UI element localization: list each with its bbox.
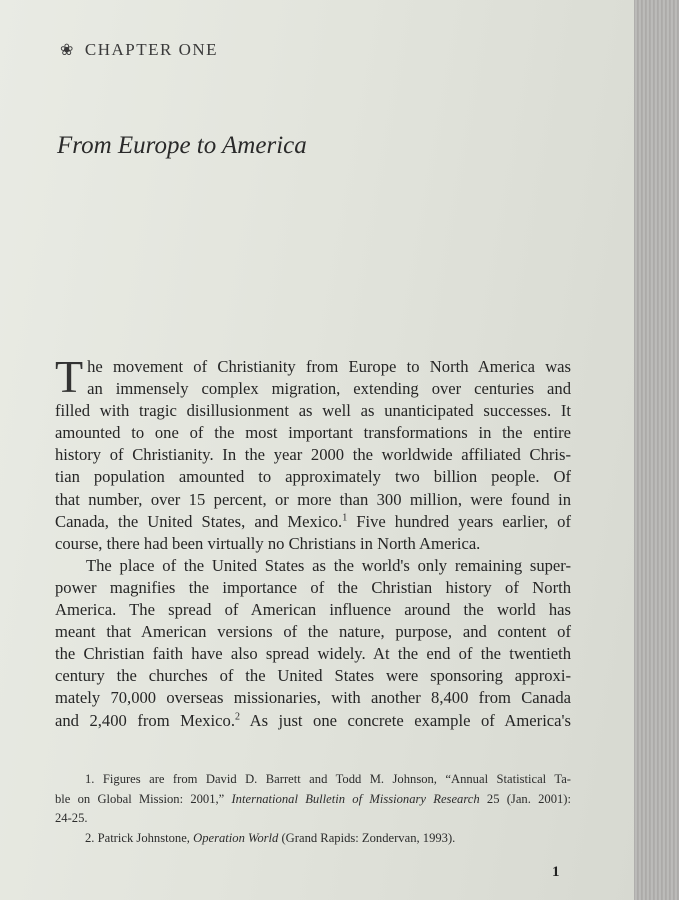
body-line [55, 511, 571, 533]
body-text-fragment: Canada, the United States, and Mexico. [55, 511, 343, 531]
footnote-text: (Grand Rapids: Zondervan, 1993). [278, 830, 456, 845]
body-line: mately 70,000 overseas missionaries, with another 8,400 from Canada [55, 688, 571, 708]
body-line: tian population amounted to approximately two billion people. Of [55, 467, 571, 487]
drop-cap: T [55, 351, 84, 402]
body-line: history of Christianity. In the year 2000 the worldwide affiliated Chris- [55, 445, 571, 465]
body-text-fragment: Five hundred years earlier, of [347, 511, 571, 531]
body-line: meant that American versions of the nature, purpose, and content of [55, 622, 571, 642]
footnote-text: ble on Global Mission: 2001,” [55, 791, 232, 806]
chapter-heading [60, 40, 218, 60]
body-line: an immensely complex migration, extending over centuries and [87, 379, 571, 399]
footnote-text: 25 (Jan. 2001): [479, 791, 571, 806]
body-line: course, there had been virtually no Christians in North America. [55, 533, 481, 553]
footnote-1-line: 24-25. [55, 811, 88, 825]
chapter-title: From Europe to America [57, 132, 307, 159]
body-line: The place of the United States as the world's only remaining super- [86, 555, 571, 575]
body-text-fragment: As just one concrete example of America's [239, 710, 571, 730]
footnote-ref[interactable]: 1 [342, 512, 348, 524]
footnote-text: 2. Patrick Johnstone, [85, 830, 194, 845]
chapter-label: CHAPTER ONE [84, 40, 219, 59]
page-number: 1 [552, 864, 560, 880]
body-line: that number, over 15 percent, or more than 300 million, were found in [55, 489, 571, 509]
footnote-1-line [55, 790, 571, 810]
body-line: America. The spread of American influence around the world has [55, 600, 571, 620]
body-line: he movement of Christianity from Europe to North America was [87, 357, 571, 376]
body-line: filled with tragic disillusionment as well as unanticipated successes. It [55, 401, 571, 421]
body-line: amounted to one of the most important transformations in the entire [55, 423, 571, 443]
body-text-fragment: and 2,400 from Mexico. [55, 710, 235, 730]
fleuron-icon: ❀ [60, 42, 75, 59]
body-line: century the churches of the United States were sponsoring approxi- [55, 666, 571, 686]
journal-title: International Bulletin of Missionary Research [231, 791, 480, 806]
body-line: the Christian faith have also spread widely. At the end of the twentieth [55, 644, 571, 664]
body-text [55, 351, 571, 732]
footnote-1-line: 1. Figures are from David D. Barrett and Todd M. Johnson, “Annual Statistical Ta- [85, 772, 571, 786]
book-title: Operation World [193, 830, 279, 845]
footnote-ref[interactable]: 2 [234, 710, 240, 722]
body-line: power magnifies the importance of the Christian history of North [55, 577, 571, 597]
body-line [55, 710, 571, 732]
page-stack-edge [634, 0, 679, 900]
footnote-2 [55, 829, 571, 849]
footnotes [55, 770, 571, 848]
